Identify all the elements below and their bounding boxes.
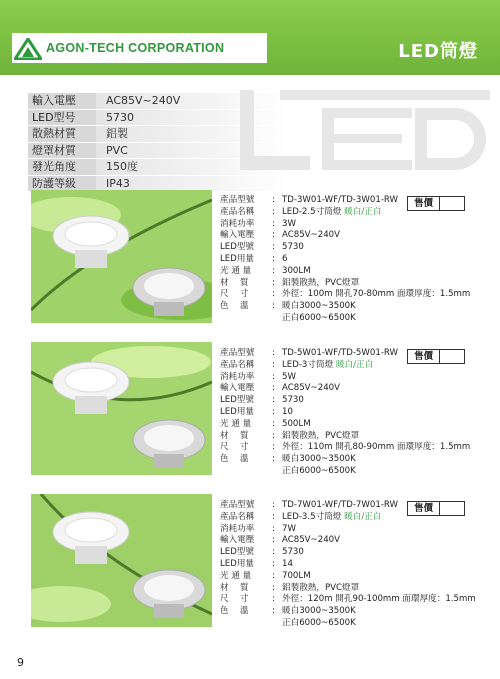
power-value: 3W	[282, 218, 296, 229]
led-value: 5730	[282, 395, 304, 406]
led-decorative-graphic	[240, 90, 490, 180]
temp-cool: 正白6000~6500K	[282, 312, 356, 323]
size-value: 外徑：100m 開孔70-80mm 面環厚度：1.5mm	[282, 289, 471, 300]
material-value: 鋁製散熱，PVC燈罩	[282, 582, 360, 593]
product-details: 產品型號 : TD-3W01-WF/TD-3W01-RW 產品名稱 : LED-2.5寸筒燈 暖白/正白 消耗功率 : 3W 輸入電壓 : AC85V~240V LED型號 : 5730 LED用量 : 6 光 通 量 : 300LM 材 質 : 鋁製散熱，PVC燈罩 尺 寸 : 外徑：100m 開孔70-80mm 面環厚度：1.5mm 色 溫 : 暖白3000~3500K 正白6000~6500K	[220, 195, 471, 323]
product-photo	[31, 342, 212, 475]
material-value: 鋁製散熱，PVC燈罩	[282, 430, 360, 441]
model-value: TD-7W01-WF/TD-7W01-RW	[282, 500, 399, 510]
color-option: 暖白/正白	[344, 511, 382, 522]
voltage-value: AC85V~240V	[282, 383, 341, 394]
field-label: 產品名稱	[220, 359, 255, 370]
spec-label: 防護等級	[28, 175, 96, 192]
temp-cool: 正白6000~6500K	[282, 465, 356, 476]
field-label: 產品名稱	[220, 511, 255, 522]
company-logo-icon	[14, 38, 42, 60]
voltage-value: AC85V~240V	[282, 535, 341, 546]
field-label: 材 質	[220, 582, 249, 593]
page-title: LED筒燈	[398, 41, 478, 62]
name-value: LED-2.5寸筒燈	[282, 206, 342, 217]
flux-value: 700LM	[282, 570, 311, 581]
price-label: 售價	[408, 350, 440, 363]
price-box	[407, 349, 465, 364]
spec-value: 鋁製	[96, 126, 288, 143]
model-value: TD-3W01-WF/TD-3W01-RW	[282, 195, 399, 205]
field-label: 產品型號	[220, 500, 255, 510]
field-label: 材 質	[220, 277, 249, 288]
flux-value: 300LM	[282, 265, 311, 276]
price-label: 售價	[408, 197, 440, 210]
field-label: 產品名稱	[220, 206, 255, 217]
field-label: 消耗功率	[220, 523, 255, 534]
voltage-value: AC85V~240V	[282, 230, 341, 241]
temp-warm: 暖白3000~3500K	[282, 301, 356, 312]
size-value: 外徑：110m 開孔80-90mm 面環厚度：1.5mm	[282, 442, 471, 453]
spec-label: 發光角度	[28, 159, 96, 176]
model-value: TD-5W01-WF/TD-5W01-RW	[282, 348, 399, 358]
page-number: 9	[17, 656, 24, 669]
field-label: LED用量	[220, 558, 255, 569]
product-details: 產品型號 : TD-5W01-WF/TD-5W01-RW 產品名稱 : LED-3寸筒燈 暖白/正白 消耗功率 : 5W 輸入電壓 : AC85V~240V LED型號 : 5730 LED用量 : 10 光 通 量 : 500LM 材 質 : 鋁製散熱，PVC燈罩 尺 寸 : 外徑：110m 開孔80-90mm 面環厚度：1.5mm 色 溫 : 暖白3000~3500K 正白6000~6500K	[220, 348, 471, 476]
power-value: 7W	[282, 523, 296, 534]
field-label: 輸入電壓	[220, 230, 255, 241]
field-label: 光 通 量	[220, 265, 252, 276]
company-name: AGON-TECH CORPORATION	[46, 41, 225, 55]
power-value: 5W	[282, 371, 296, 382]
field-label: 色 溫	[220, 301, 249, 312]
field-label: 尺 寸	[220, 289, 249, 300]
field-label: 消耗功率	[220, 218, 255, 229]
qty-value: 10	[282, 406, 293, 417]
temp-warm: 暖白3000~3500K	[282, 454, 356, 465]
field-label: 消耗功率	[220, 371, 255, 382]
spec-value: PVC	[96, 142, 288, 159]
field-label: 尺 寸	[220, 442, 249, 453]
spec-value: AC85V~240V	[96, 93, 288, 109]
qty-value: 6	[282, 253, 288, 264]
spec-value: 150度	[96, 159, 288, 176]
temp-warm: 暖白3000~3500K	[282, 606, 356, 617]
field-label: LED型號	[220, 547, 255, 558]
field-label: 光 通 量	[220, 570, 252, 581]
product-photo	[31, 190, 212, 323]
material-value: 鋁製散熱，PVC燈罩	[282, 277, 360, 288]
product-photo	[31, 494, 212, 627]
color-option: 暖白/正白	[335, 359, 374, 370]
name-value: LED-3.5寸筒燈	[282, 511, 342, 522]
qty-value: 14	[282, 558, 293, 569]
field-label: 產品型號	[220, 348, 255, 358]
price-label: 售價	[408, 502, 440, 515]
name-value: LED-3寸筒燈	[282, 359, 334, 370]
spec-value: 5730	[96, 109, 288, 126]
field-label: LED用量	[220, 406, 255, 417]
led-value: 5730	[282, 242, 304, 253]
spec-label: 散熱材質	[28, 126, 96, 143]
field-label: LED型號	[220, 242, 255, 253]
led-value: 5730	[282, 547, 304, 558]
spec-label: 輸入電壓	[28, 93, 96, 109]
field-label: 色 溫	[220, 606, 249, 617]
price-box	[407, 196, 465, 211]
spec-value: IP43	[96, 175, 288, 192]
field-label: 輸入電壓	[220, 535, 255, 546]
color-option: 暖白/正白	[344, 206, 382, 217]
field-label: 材 質	[220, 430, 249, 441]
field-label: 尺 寸	[220, 594, 249, 605]
field-label: LED型號	[220, 395, 255, 406]
flux-value: 500LM	[282, 418, 311, 429]
spec-label: LED型号	[28, 109, 96, 126]
field-label: 產品型號	[220, 195, 255, 205]
product-details: 產品型號 : TD-7W01-WF/TD-7W01-RW 產品名稱 : LED-3.5寸筒燈 暖白/正白 消耗功率 : 7W 輸入電壓 : AC85V~240V LED型號 : 5730 LED用量 : 14 光 通 量 : 700LM 材 質 : 鋁製散熱，PVC燈罩 尺 寸 : 外徑：120m 開孔90-100mm 面環厚度：1.5mm 色 溫 : 暖白3000~3500K 正白6000~6500K	[220, 500, 476, 628]
size-value: 外徑：120m 開孔90-100mm 面環厚度：1.5mm	[282, 594, 476, 605]
spec-label: 燈罩材質	[28, 142, 96, 159]
temp-cool: 正白6000~6500K	[282, 617, 356, 628]
price-box	[407, 501, 465, 516]
field-label: 色 溫	[220, 454, 249, 465]
field-label: 輸入電壓	[220, 383, 255, 394]
field-label: LED用量	[220, 253, 255, 264]
field-label: 光 通 量	[220, 418, 252, 429]
